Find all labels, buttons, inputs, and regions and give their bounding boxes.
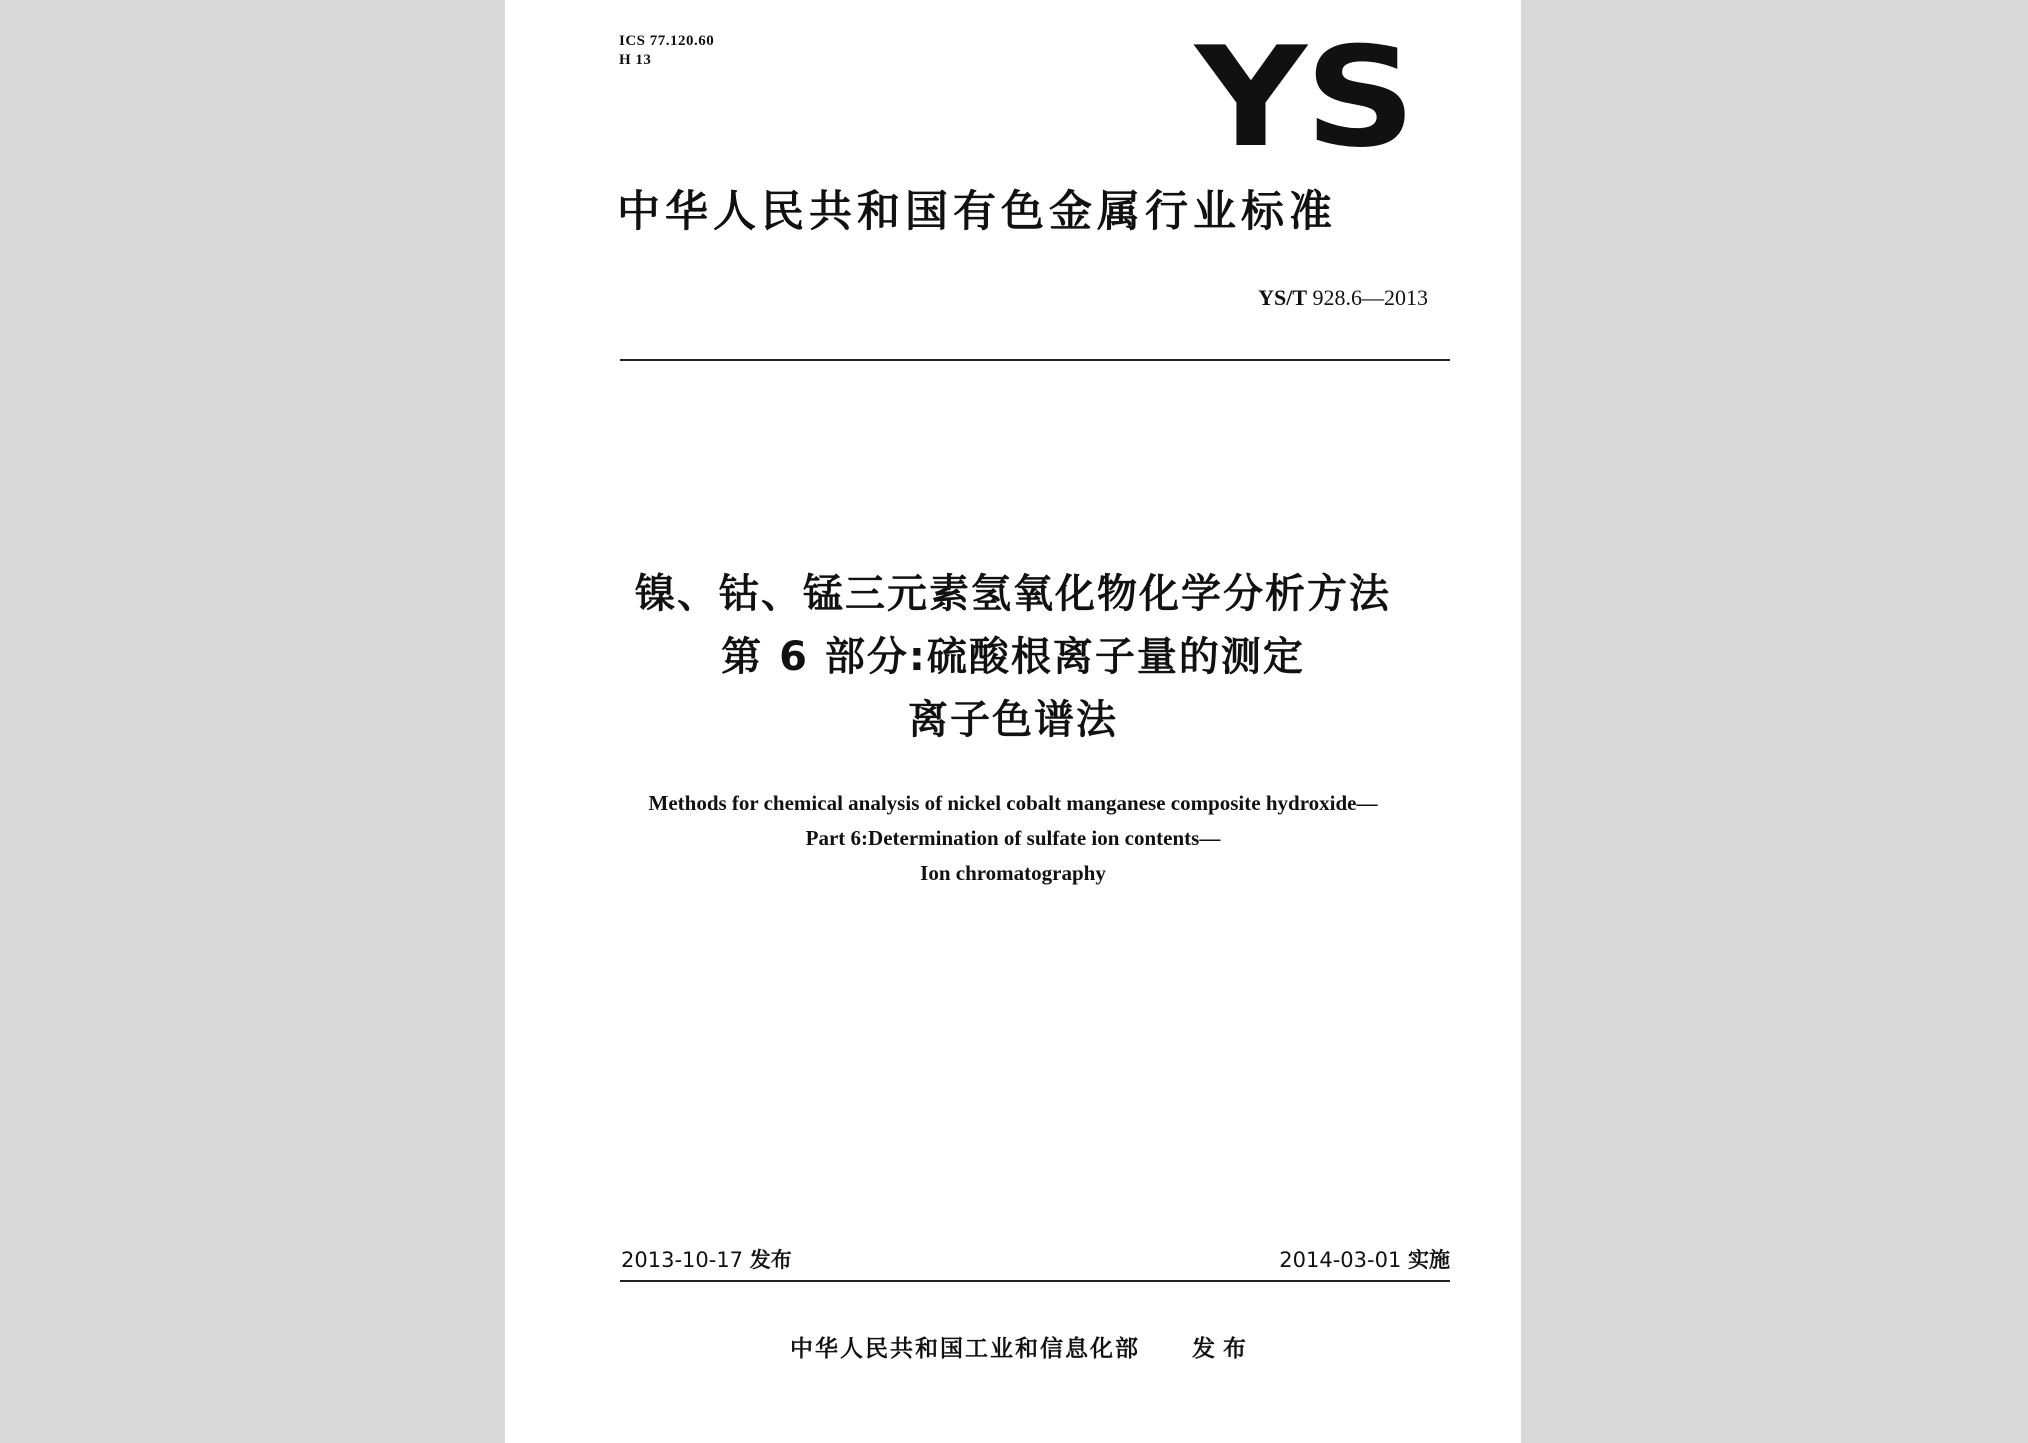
bottom-divider — [620, 1280, 1450, 1282]
issue-date: 2013-10-17 — [621, 1248, 744, 1272]
organization-title: 中华人民共和国有色金属行业标准 — [617, 187, 1337, 237]
ys-logo: YS — [1195, 17, 1414, 178]
standard-number-prefix: YS/T — [1258, 285, 1307, 310]
implementation-label: 实施 — [1408, 1248, 1450, 1272]
chinese-title-line-1: 镍、钴、锰三元素氢氧化物化学分析方法 — [635, 571, 1391, 617]
chinese-title-line-3: 离子色谱法 — [908, 697, 1118, 743]
classification-code: H 13 — [619, 52, 652, 68]
publisher-block — [790, 1334, 1254, 1364]
publisher-action: 发布 — [1192, 1336, 1255, 1362]
standard-number — [1258, 284, 1428, 312]
implementation-date: 2014-03-01 — [1279, 1248, 1402, 1272]
implementation-date-block — [1279, 1246, 1450, 1274]
standard-cover-page — [505, 0, 1521, 1443]
chinese-title-line-2: 第 6 部分:硫酸根离子量的测定 — [721, 634, 1305, 680]
top-divider — [620, 359, 1450, 361]
english-title — [505, 786, 1521, 891]
english-title-line-2: Part 6:Determination of sulfate ion contents— — [805, 826, 1221, 850]
english-title-line-3: Ion chromatography — [920, 861, 1106, 885]
issue-label: 发布 — [749, 1248, 792, 1272]
issue-date-block — [621, 1246, 792, 1274]
standard-number-value: 928.6—2013 — [1312, 285, 1428, 310]
chinese-title — [505, 563, 1521, 752]
english-title-line-1: Methods for chemical analysis of nickel cobalt manganese composite hydroxide— — [648, 791, 1378, 815]
ics-classification-block — [619, 32, 714, 70]
ics-code: ICS 77.120.60 — [619, 33, 715, 49]
publisher-name: 中华人民共和国工业和信息化部 — [790, 1336, 1140, 1362]
